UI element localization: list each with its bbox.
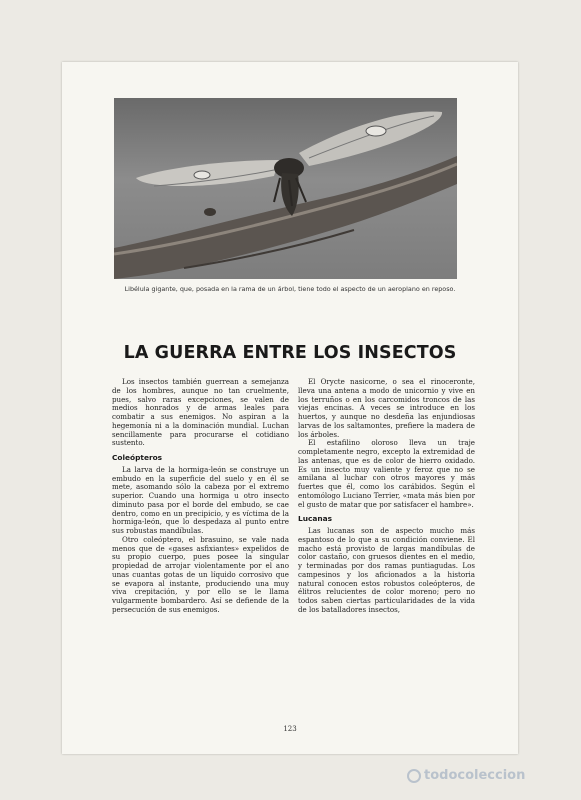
watermark bbox=[407, 768, 525, 783]
section-heading-coleopteros: Coleópteros bbox=[112, 453, 163, 462]
section-heading-lucanas: Lucanas bbox=[298, 514, 332, 524]
paragraph: Otro coleóptero, el brasuino, se vale nada menos que de «gases asfixiantes» expelidos de su propio cuerpo, pues posee la singular propiedad de arrojar violentamente por el ano unas cuantas gotas de un líquido corrosivo que se evapora al instante, produciendo una muy viva crepitación, y por ello se le llama vulgarmente bombardero. Así se defiende de la persecución de sus enemigos. bbox=[112, 534, 289, 614]
photo-caption: Libélula gigante, que, posada en la rama de un árbol, tiene todo el aspecto de un aeroplano en reposo. bbox=[124, 285, 456, 293]
left-column bbox=[112, 378, 289, 615]
paragraph: Las lucanas son de aspecto mucho más espantoso de lo que a su condición conviene. El macho está provisto de largas mandíbulas de color castaño, con gruesos dientes en el medio, y terminadas por dos ramas puntiagudas. Los campesinos y los aficionados a la historia natural conocen estos robustos coleópteros, de élitros relucientes de color moreno; pero no todos saben ciertas particularidades de la vida de los batalladores insectos, bbox=[298, 526, 475, 614]
paragraph: La larva de la hormiga-león se construye un embudo en la superficie del suelo y en él se mete, asomando sólo la cabeza por el extremo superior. Cuando una hormiga u otro insecto diminuto pasa por el borde del embudo, se cae dentro, como en un precipicio, y es víctima de la hormiga-león, que lo despedaza al punto entre sus robustas mandíbulas. bbox=[112, 464, 289, 535]
dragonfly-illustration bbox=[114, 98, 457, 279]
dragonfly-photo bbox=[114, 98, 457, 279]
article-title: LA GUERRA ENTRE LOS INSECTOS bbox=[123, 343, 457, 363]
right-column bbox=[298, 378, 475, 615]
page-number: 123 bbox=[283, 725, 297, 733]
magazine-page bbox=[62, 62, 518, 754]
paragraph: El estafilino oloroso lleva un traje completamente negro, excepto la extremidad de las antenas, que es de color de hierro oxidado. Es un insecto muy valiente y feroz que no se amilana al luchar con otros mayores y más fuertes que él, como los carábidos. Según el entomólogo Luciano Terrier, «mata más bien por el gusto de matar que por satisfacer el hambre». bbox=[298, 438, 475, 509]
intro-paragraph: Los insectos también guerrean a semejanza de los hombres, aunque no tan cruelmente, pues, salvo raras excepciones, se valen de medios honrados y de armas leales para combatir a sus enemigos. No aspiran a la hegemonía ni a la dominación mundial. Luchan sencillamente para procurarse el cotidiano sustento. bbox=[112, 377, 289, 448]
paragraph: El Orycte nasicorne, o sea el rinoceronte, lleva una antena a modo de unicornio y vive en los terruños o en los carcomidos troncos de las viejas encinas. A veces se introduce en los huertos, y aunque no desdeña las enjundiosas larvas de los saltamontes, prefiere la madera de los árboles. bbox=[298, 377, 475, 439]
watermark-text: todocoleccion bbox=[424, 768, 526, 783]
watermark-logo-icon bbox=[407, 769, 421, 783]
